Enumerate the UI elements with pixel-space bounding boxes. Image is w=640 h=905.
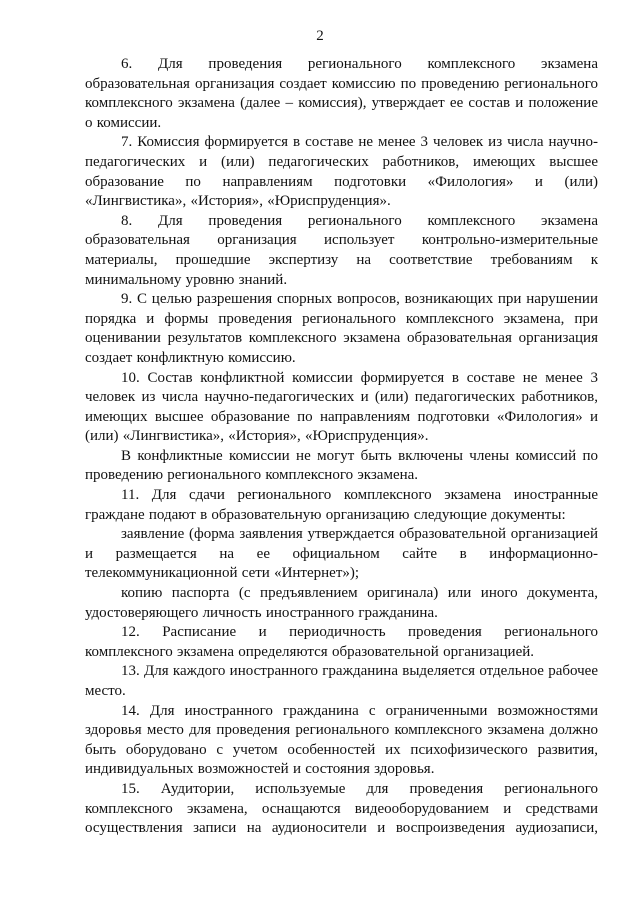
paragraph-conflict-commission-note: В конфликтные комиссии не могут быть включены члены комиссий по проведению регионального комплексного экзамена. (85, 447, 598, 484)
page-number: 2 (316, 28, 324, 44)
paragraph-item-12: 12. Расписание и периодичность проведения регионального комплексного экзамена определяются образовательной организацией. (85, 624, 598, 660)
document-body (85, 55, 598, 839)
paragraph-item-10: 10. Состав конфликтной комиссии формируется в составе не менее 3 человек из числа научно-педагогических и (или) педагогических работников, имеющих высшее образование по направлениям подготовки «Филология» и (или) «Лингвистика», «История», «Юриспруденция». (85, 369, 598, 445)
paragraph-item-8: 8. Для проведения регионального комплексного экзамена образовательная организация использует контрольно-измерительные материалы, прошедшие экспертизу на соответствие требованиям к минимальному уровню знаний. (85, 212, 598, 288)
paragraph-item-6: 6. Для проведения регионального комплексного экзамена образовательная организация создает комиссию по проведению регионального комплексного экзамена (далее – комиссия), утверждает ее состав и положение о комиссии. (85, 56, 598, 131)
paragraph-item-7: 7. Комиссия формируется в составе не менее 3 человек из числа научно-педагогических и (или) педагогических работников, имеющих высшее образование по направлениям подготовки «Филология» и (или) «Лингвистика», «История», «Юриспруденция». (85, 134, 598, 210)
paragraph-item-11: 11. Для сдачи регионального комплексного экзамена иностранные граждане подают в образовательную организацию следующие документы: (85, 487, 598, 523)
paragraph-item-13: 13. Для каждого иностранного гражданина выделяется отдельное рабочее место. (85, 663, 598, 699)
paragraph-document-passport: копию паспорта (с предъявлением оригинала) или иного документа, удостоверяющего личность иностранного гражданина. (85, 585, 598, 621)
paragraph-document-application: заявление (форма заявления утверждается образовательной организацией и размещается на ее официальном сайте в информационно-телекоммуникационной сети «Интернет»); (85, 526, 598, 582)
paragraph-item-14: 14. Для иностранного гражданина с ограниченными возможностями здоровья место для проведения регионального комплексного экзамена должно быть оборудовано с учетом особенностей их психофизического развития, индивидуальных возможностей и состояния здоровья. (85, 702, 598, 778)
paragraph-item-15: 15. Аудитории, используемые для проведения регионального комплексного экзамена, оснащаются видеооборудованием и средствами осуществления записи на аудионосители и воспроизведения аудиозаписи, (85, 780, 598, 837)
paragraph-item-9: 9. С целью разрешения спорных вопросов, возникающих при нарушении порядка и формы проведения регионального комплексного экзамена, при оценивании результатов комплексного экзамена образовательная организация создает конфликтную комиссию. (85, 291, 598, 366)
